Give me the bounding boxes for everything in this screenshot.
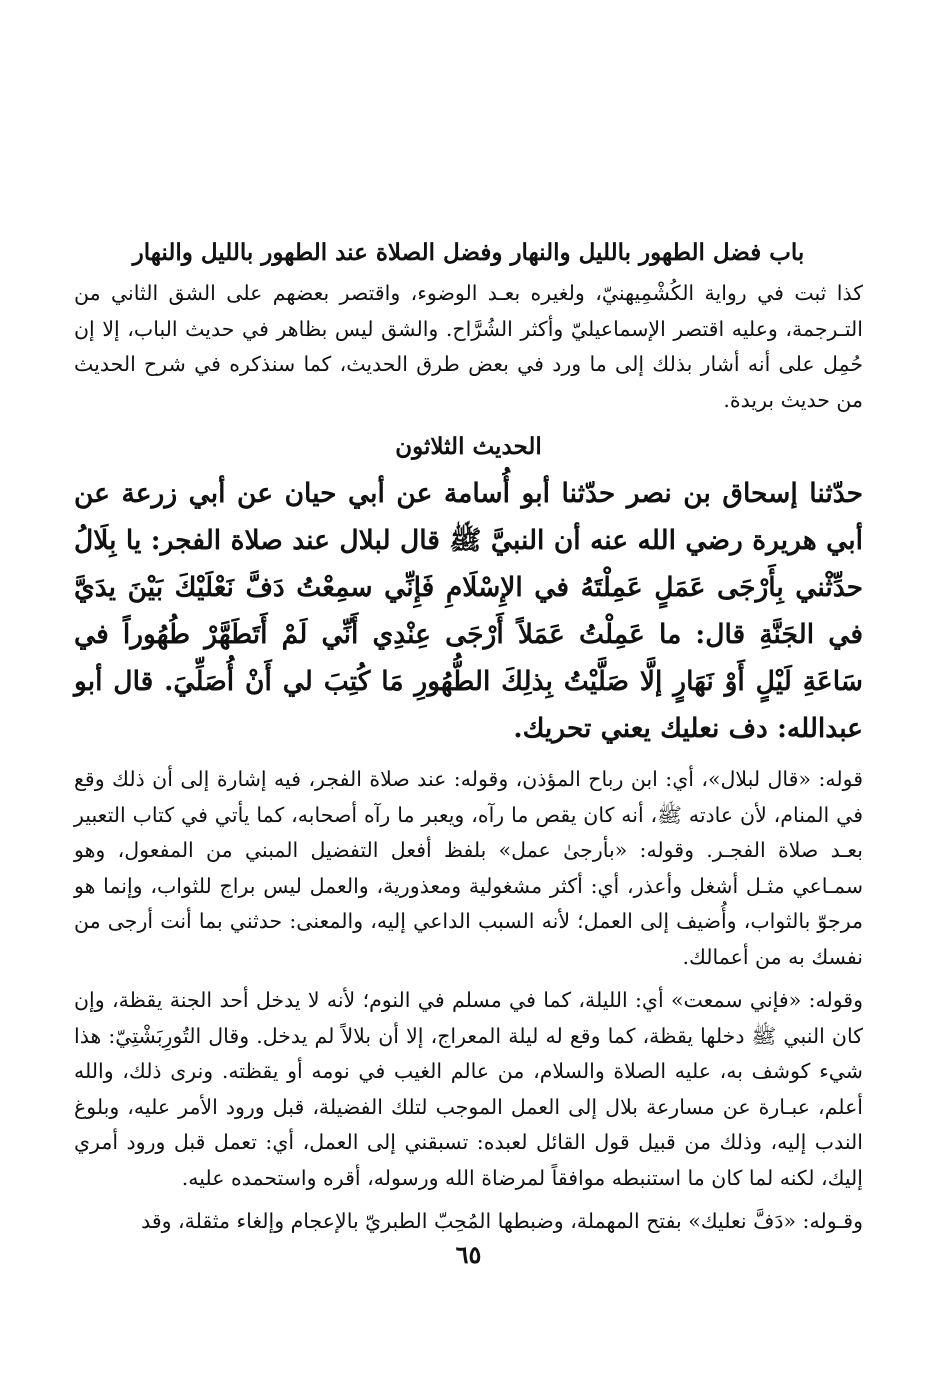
chapter-title: باب فضل الطهور بالليل والنهار وفضل الصلاة عند الطهور بالليل والنهار — [132, 239, 805, 266]
commentary-paragraph: وقوله: «فإني سمعت» أي: الليلة، كما في مسلم في النوم؛ لأنه لا يدخل أحد الجنة يقظة، وإن كان النبي ﷺ دخلها يقظة، كما وقع له ليلة المعراج، إلا أن بلالاً لم يدخل. وقال التُورِبَشْتِيّ: هذا شيء كوشف به، عليه الصلاة والسلام، من عالم الغيب في نومه أو يقظته. ونرى ذلك، والله أعلم، عبـارة عن مسارعة بلال إلى العمل الموجب لتلك الفضيلة، قبل ورود الأمر عليه، وبلوغ الندب إليه، وذلك من قبيل قول القائل لعبده: تسبقني إلى العمل، أي: تعمل قبل ورود أمري إليك، لكنه لما كان ما استنبطه موافقاً لمرضاة الله ورسوله، أقره واستحمده عليه. — [74, 988, 863, 1190]
commentary-paragraph: وقـوله: «دَفَّ نعليك» بفتح المهملة، وضبطها المُحِبّ الطبريّ بالإعجام وإلغاء مثقلة، وقد — [141, 1209, 863, 1233]
commentary-paragraph: قوله: «قال لبلال»، أي: ابن رباح المؤذن، وقوله: عند صلاة الفجر، فيه إشارة إلى أن ذلك وقع في المنام، لأن عادته ﷺ، أنه كان يقص ما رآه، ويعبر ما رآه أصحابه، كما يأتي في كتاب التعبير بعـد صلاة الفجـر. وقوله: «بأرجىٰ عمل» بلفظ أفعل التفضيل المبني من المفعول، وهو سمـاعي مثـل أشغل وأعذر، أي: أكثر مشغولية ومعذورية، والعمل ليس براج للثواب، وإنما هو مرجوّ بالثواب، وأُضيف إلى العمل؛ لأنه السبب الداعي إليه، والمعنى: حدثني بما أنت أرجى من نفسك به من أعمالك. — [74, 767, 863, 969]
hadith-text: حدّثنا إسحاق بن نصر حدّثنا أبو أُسامة عن أبي حيان عن أبي زرعة عن أبي هريرة رضي الله عنه أن النبيَّ ﷺ قال لبلال عند صلاة الفجر: يا بِلَالُ حدِّثْني بِأَرْجَى عَمَلٍ عَمِلْتَهُ في الإِسْلَامِ فَإِنِّي سمِعْتُ دَفَّ نَعْلَيْكَ بَيْنَ يدَيَّ في الجَنَّةِ قال: ما عَمِلْتُ عَمَلاً أَرْجَى عِنْدِي أَنِّي لَمْ أَتَطَهَّرْ طُهُوراً في سَاعَةِ لَيْلٍ أَوْ نَهَارٍ إلَّا صَلَّيْتُ بِذلِكَ الطُّهُورِ مَا كُتِبَ لي أَنْ أُصَلِّيَ. قال أبو عبدالله: دف نعليك يعني تحريك. — [74, 478, 863, 744]
intro-paragraph: كذا ثبت في رواية الكُشْمِيهنيّ، ولغيره بعـد الوضوء، واقتصر بعضهم على الشق الثاني من التـرجمة، وعليه اقتصر الإسماعيليّ وأكثر الشُرَّاح. والشق ليس بظاهر في حديث الباب، إلا إن حُمِل على أنه أشار بذلك إلى ما ورد في بعض طرق الحديث، كما سنذكره في شرح الحديث من حديث بريدة. — [74, 281, 863, 412]
hadith-title: الحديث الثلاثون — [395, 433, 542, 460]
page-number: ٦٥ — [455, 1240, 482, 1269]
